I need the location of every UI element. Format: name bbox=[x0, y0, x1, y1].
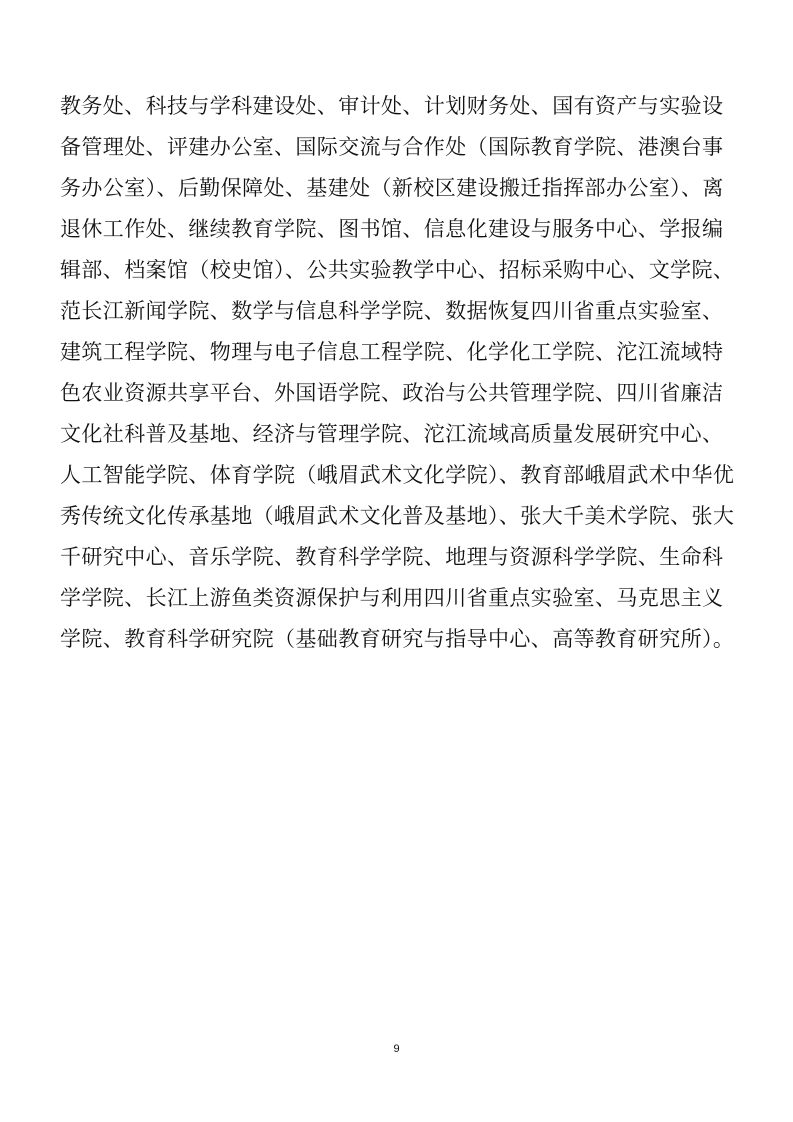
paragraph-line: 范长江新闻学院、数学与信息科学学院、数据恢复四川省重点实验室、 bbox=[60, 299, 724, 323]
page-number: 9 bbox=[393, 1043, 400, 1055]
paragraph-line: 教务处、科技与学科建设处、审计处、计划财务处、国有资产与实验设 bbox=[60, 94, 724, 118]
paragraph-line: 秀传统文化传承基地（峨眉武术文化普及基地）、张大千美术学院、张大 bbox=[60, 504, 735, 528]
paragraph-line: 辑部、档案馆（校史馆）、公共实验教学中心、招标采购中心、文学院、 bbox=[60, 258, 735, 282]
paragraph-line: 人工智能学院、体育学院（峨眉武术文化学院）、教育部峨眉武术中华优 bbox=[60, 463, 735, 487]
paragraph-line: 色农业资源共享平台、外国语学院、政治与公共管理学院、四川省廉洁 bbox=[60, 381, 724, 405]
paragraph-line: 备管理处、评建办公室、国际交流与合作处（国际教育学院、港澳台事 bbox=[60, 135, 724, 159]
paragraph-line: 学院、教育科学研究院（基础教育研究与指导中心、高等教育研究所）。 bbox=[60, 627, 735, 651]
paragraph-line: 退休工作处、继续教育学院、图书馆、信息化建设与服务中心、学报编 bbox=[60, 217, 724, 241]
body-paragraph bbox=[60, 86, 740, 660]
paragraph-line: 学学院、长江上游鱼类资源保护与利用四川省重点实验室、马克思主义 bbox=[60, 586, 724, 610]
paragraph-line: 务办公室）、后勤保障处、基建处（新校区建设搬迁指挥部办公室）、离 bbox=[60, 176, 724, 200]
paragraph-line: 文化社科普及基地、经济与管理学院、沱江流域高质量发展研究中心、 bbox=[60, 422, 724, 446]
paragraph-line: 建筑工程学院、物理与电子信息工程学院、化学化工学院、沱江流域特 bbox=[60, 340, 724, 364]
paragraph-line: 千研究中心、音乐学院、教育科学学院、地理与资源科学学院、生命科 bbox=[60, 545, 724, 569]
